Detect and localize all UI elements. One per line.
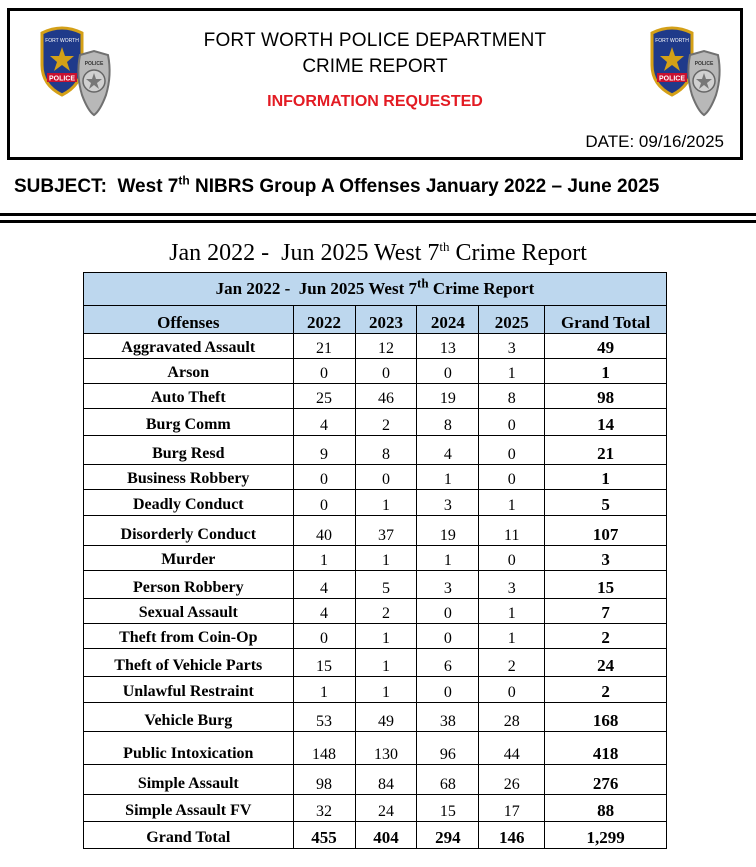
offense-name: Simple Assault FV xyxy=(84,795,294,822)
svg-text:FORT WORTH: FORT WORTH xyxy=(655,38,689,44)
table-row xyxy=(84,384,667,409)
count-cell: 19 xyxy=(417,516,479,546)
offense-name: Business Robbery xyxy=(84,465,294,490)
offense-name: Arson xyxy=(84,359,294,384)
count-cell: 0 xyxy=(417,624,479,649)
svg-text:POLICE: POLICE xyxy=(658,75,686,83)
request-status: INFORMATION REQUESTED xyxy=(267,93,483,110)
grand-total-cell: 24 xyxy=(545,649,667,677)
count-cell: 0 xyxy=(479,546,545,571)
report-title-post: Crime Report xyxy=(449,240,587,266)
count-cell: 98 xyxy=(293,765,355,795)
count-cell: 3 xyxy=(479,334,545,359)
count-cell: 8 xyxy=(355,436,417,465)
offense-name: Person Robbery xyxy=(84,571,294,599)
count-cell: 0 xyxy=(293,624,355,649)
count-cell: 0 xyxy=(479,409,545,436)
count-cell: 21 xyxy=(293,334,355,359)
subject-text-sup: th xyxy=(178,173,190,188)
count-cell: 96 xyxy=(417,732,479,765)
table-caption xyxy=(84,273,667,306)
table-row xyxy=(84,703,667,732)
year-total-cell: 294 xyxy=(417,822,479,849)
count-cell: 4 xyxy=(293,571,355,599)
count-cell: 1 xyxy=(479,599,545,624)
count-cell: 2 xyxy=(355,599,417,624)
table-row xyxy=(84,516,667,546)
divider-rule xyxy=(0,213,756,216)
grand-total-cell: 2 xyxy=(545,624,667,649)
table-caption-sup: th xyxy=(417,275,429,291)
count-cell: 40 xyxy=(293,516,355,546)
grand-total-cell: 418 xyxy=(545,732,667,765)
count-cell: 13 xyxy=(417,334,479,359)
count-cell: 0 xyxy=(417,677,479,703)
count-cell: 19 xyxy=(417,384,479,409)
grand-total-cell: 276 xyxy=(545,765,667,795)
count-cell: 4 xyxy=(293,599,355,624)
count-cell: 15 xyxy=(417,795,479,822)
table-row xyxy=(84,436,667,465)
count-cell: 0 xyxy=(479,465,545,490)
count-cell: 8 xyxy=(479,384,545,409)
count-cell: 15 xyxy=(293,649,355,677)
offense-name: Murder xyxy=(84,546,294,571)
year-total-cell: 146 xyxy=(479,822,545,849)
count-cell: 3 xyxy=(479,571,545,599)
report-title-sup: th xyxy=(439,239,450,254)
grand-total-cell: 49 xyxy=(545,334,667,359)
offense-name: Simple Assault xyxy=(84,765,294,795)
count-cell: 53 xyxy=(293,703,355,732)
table-body xyxy=(84,334,667,849)
count-cell: 2 xyxy=(479,649,545,677)
offense-name: Theft from Coin-Op xyxy=(84,624,294,649)
grand-total-cell: 5 xyxy=(545,490,667,516)
count-cell: 130 xyxy=(355,732,417,765)
table-row xyxy=(84,599,667,624)
count-cell: 0 xyxy=(355,465,417,490)
report-title-pre: Jan 2022 - Jun 2025 West 7 xyxy=(169,240,440,266)
count-cell: 148 xyxy=(293,732,355,765)
table-row xyxy=(84,795,667,822)
count-cell: 0 xyxy=(293,490,355,516)
offense-name: Theft of Vehicle Parts xyxy=(84,649,294,677)
subject-label: SUBJECT: xyxy=(14,176,107,197)
count-cell: 1 xyxy=(417,465,479,490)
table-row xyxy=(84,624,667,649)
grand-total-cell: 21 xyxy=(545,436,667,465)
svg-text:POLICE: POLICE xyxy=(48,75,76,83)
count-cell: 0 xyxy=(479,677,545,703)
count-cell: 84 xyxy=(355,765,417,795)
table-row xyxy=(84,732,667,765)
column-header: Grand Total xyxy=(545,306,667,334)
count-cell: 46 xyxy=(355,384,417,409)
grand-total-cell: 98 xyxy=(545,384,667,409)
count-cell: 1 xyxy=(479,624,545,649)
count-cell: 68 xyxy=(417,765,479,795)
grand-total-cell: 2 xyxy=(545,677,667,703)
grand-total-cell: 1 xyxy=(545,465,667,490)
offense-name: Auto Theft xyxy=(84,384,294,409)
count-cell: 1 xyxy=(293,546,355,571)
table-row xyxy=(84,765,667,795)
grand-total-cell: 168 xyxy=(545,703,667,732)
grand-total-cell: 7 xyxy=(545,599,667,624)
count-cell: 0 xyxy=(293,465,355,490)
year-total-cell: 455 xyxy=(293,822,355,849)
shield-badge-icon xyxy=(652,28,692,95)
column-header: 2022 xyxy=(293,306,355,334)
subject-line xyxy=(14,173,660,198)
offense-name: Aggravated Assault xyxy=(84,334,294,359)
grand-total-cell: 1 xyxy=(545,359,667,384)
table-row xyxy=(84,546,667,571)
table-row xyxy=(84,334,667,359)
offense-name: Burg Comm xyxy=(84,409,294,436)
subject-text-post: NIBRS Group A Offenses January 2022 – June 2025 xyxy=(189,176,660,197)
police-shield-icon xyxy=(688,51,719,115)
offense-name: Burg Resd xyxy=(84,436,294,465)
offense-name: Disorderly Conduct xyxy=(84,516,294,546)
count-cell: 32 xyxy=(293,795,355,822)
svg-text:FORT WORTH: FORT WORTH xyxy=(45,38,79,44)
table-row xyxy=(84,409,667,436)
grand-total-cell: 88 xyxy=(545,795,667,822)
grand-total-cell: 14 xyxy=(545,409,667,436)
table-row xyxy=(84,490,667,516)
table-row xyxy=(84,677,667,703)
count-cell: 0 xyxy=(355,359,417,384)
report-type: CRIME REPORT xyxy=(302,56,448,77)
count-cell: 2 xyxy=(355,409,417,436)
year-total-cell: 404 xyxy=(355,822,417,849)
grand-total-cell: 107 xyxy=(545,516,667,546)
offense-name: Vehicle Burg xyxy=(84,703,294,732)
count-cell: 1 xyxy=(479,490,545,516)
subject-text-pre: West 7 xyxy=(117,176,179,197)
svg-text:POLICE: POLICE xyxy=(694,61,714,67)
count-cell: 9 xyxy=(293,436,355,465)
count-cell: 24 xyxy=(355,795,417,822)
department-name: FORT WORTH POLICE DEPARTMENT xyxy=(203,30,547,51)
svg-text:POLICE: POLICE xyxy=(84,61,104,67)
count-cell: 4 xyxy=(293,409,355,436)
count-cell: 1 xyxy=(355,649,417,677)
table-row xyxy=(84,571,667,599)
count-cell: 0 xyxy=(293,359,355,384)
count-cell: 26 xyxy=(479,765,545,795)
column-header: Offenses xyxy=(84,306,294,334)
count-cell: 6 xyxy=(417,649,479,677)
column-header: 2024 xyxy=(417,306,479,334)
count-cell: 1 xyxy=(355,546,417,571)
count-cell: 37 xyxy=(355,516,417,546)
count-cell: 0 xyxy=(417,359,479,384)
count-cell: 5 xyxy=(355,571,417,599)
count-cell: 3 xyxy=(417,571,479,599)
report-date: DATE: 09/16/2025 xyxy=(585,132,724,151)
count-cell: 12 xyxy=(355,334,417,359)
count-cell: 0 xyxy=(417,599,479,624)
table-header-row xyxy=(84,306,667,334)
divider-rule xyxy=(0,220,756,223)
count-cell: 1 xyxy=(355,624,417,649)
column-header: 2025 xyxy=(479,306,545,334)
count-cell: 1 xyxy=(417,546,479,571)
count-cell: 38 xyxy=(417,703,479,732)
grand-total-row xyxy=(84,822,667,849)
count-cell: 25 xyxy=(293,384,355,409)
count-cell: 4 xyxy=(417,436,479,465)
offense-name: Deadly Conduct xyxy=(84,490,294,516)
crime-table xyxy=(83,272,667,849)
count-cell: 3 xyxy=(417,490,479,516)
count-cell: 49 xyxy=(355,703,417,732)
report-header xyxy=(7,8,743,160)
count-cell: 17 xyxy=(479,795,545,822)
count-cell: 1 xyxy=(355,490,417,516)
grand-total-cell: 1,299 xyxy=(545,822,667,849)
count-cell: 1 xyxy=(293,677,355,703)
report-title xyxy=(0,240,756,267)
count-cell: 1 xyxy=(479,359,545,384)
table-row xyxy=(84,649,667,677)
police-badge-logo-right xyxy=(642,25,726,121)
offense-name: Grand Total xyxy=(84,822,294,849)
count-cell: 0 xyxy=(479,436,545,465)
count-cell: 28 xyxy=(479,703,545,732)
table-row xyxy=(84,465,667,490)
offense-name: Sexual Assault xyxy=(84,599,294,624)
column-header: 2023 xyxy=(355,306,417,334)
table-caption-pre: Jan 2022 - Jun 2025 West 7 xyxy=(215,279,418,298)
offense-name: Public Intoxication xyxy=(84,732,294,765)
grand-total-cell: 15 xyxy=(545,571,667,599)
table-row xyxy=(84,359,667,384)
table-caption-post: Crime Report xyxy=(428,279,535,298)
count-cell: 8 xyxy=(417,409,479,436)
count-cell: 1 xyxy=(355,677,417,703)
count-cell: 11 xyxy=(479,516,545,546)
offense-name: Unlawful Restraint xyxy=(84,677,294,703)
grand-total-cell: 3 xyxy=(545,546,667,571)
count-cell: 44 xyxy=(479,732,545,765)
